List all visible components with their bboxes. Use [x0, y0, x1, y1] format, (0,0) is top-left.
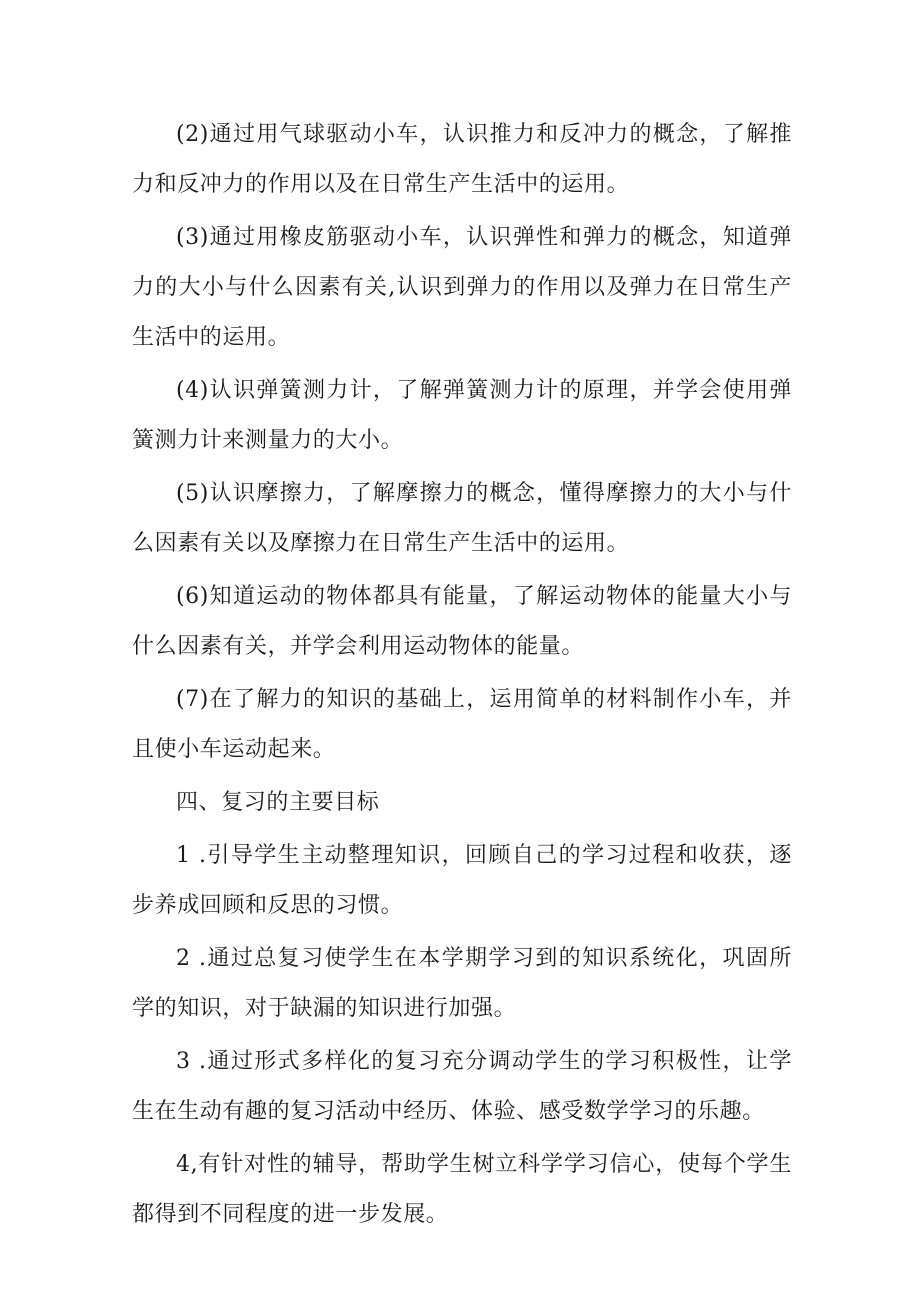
paragraph-item-5: (5)认识摩擦力，了解摩擦力的概念，懂得摩擦力的大小与什么因素有关以及摩擦力在日常生产生活中的运用。: [132, 481, 792, 556]
section-heading: 四、复习的主要目标: [176, 790, 380, 815]
paragraph-item-4: (4)认识弹簧测力计，了解弹簧测力计的原理，并学会使用弹簧测力计来测量力的大小。: [132, 378, 792, 453]
paragraph-item-6: (6)知道运动的物体都具有能量，了解运动物体的能量大小与什么因素有关，并学会利用运动物体的能量。: [132, 584, 792, 659]
paragraph-item-2: (2)通过用气球驱动小车，认识推力和反冲力的概念，了解推力和反冲力的作用以及在日常生产生活中的运用。: [132, 122, 792, 197]
document-body: [132, 110, 792, 1240]
goal-item-3: 3 .通过形式多样化的复习充分调动学生的学习积极性，让学生在生动有趣的复习活动中经历、体验、感受数学学习的乐趣。: [132, 1049, 792, 1124]
paragraph-item-7: (7)在了解力的知识的基础上，运用简单的材料制作小车，并且使小车运动起来。: [132, 687, 792, 762]
goal-item-4: 4,有针对性的辅导，帮助学生树立科学学习信心，使每个学生都得到不同程度的进一步发展。: [132, 1152, 792, 1227]
paragraph-item-3: (3)通过用橡皮筋驱动小车，认识弹性和弹力的概念，知道弹力的大小与什么因素有关,认识到弹力的作用以及弹力在日常生产生活中的运用。: [132, 225, 792, 350]
goal-item-1: 1 .引导学生主动整理知识，回顾自己的学习过程和收获，逐步养成回顾和反思的习惯。: [132, 843, 792, 918]
goal-item-2: 2 .通过总复习使学生在本学期学习到的知识系统化，巩固所学的知识，对于缺漏的知识进行加强。: [132, 946, 792, 1021]
